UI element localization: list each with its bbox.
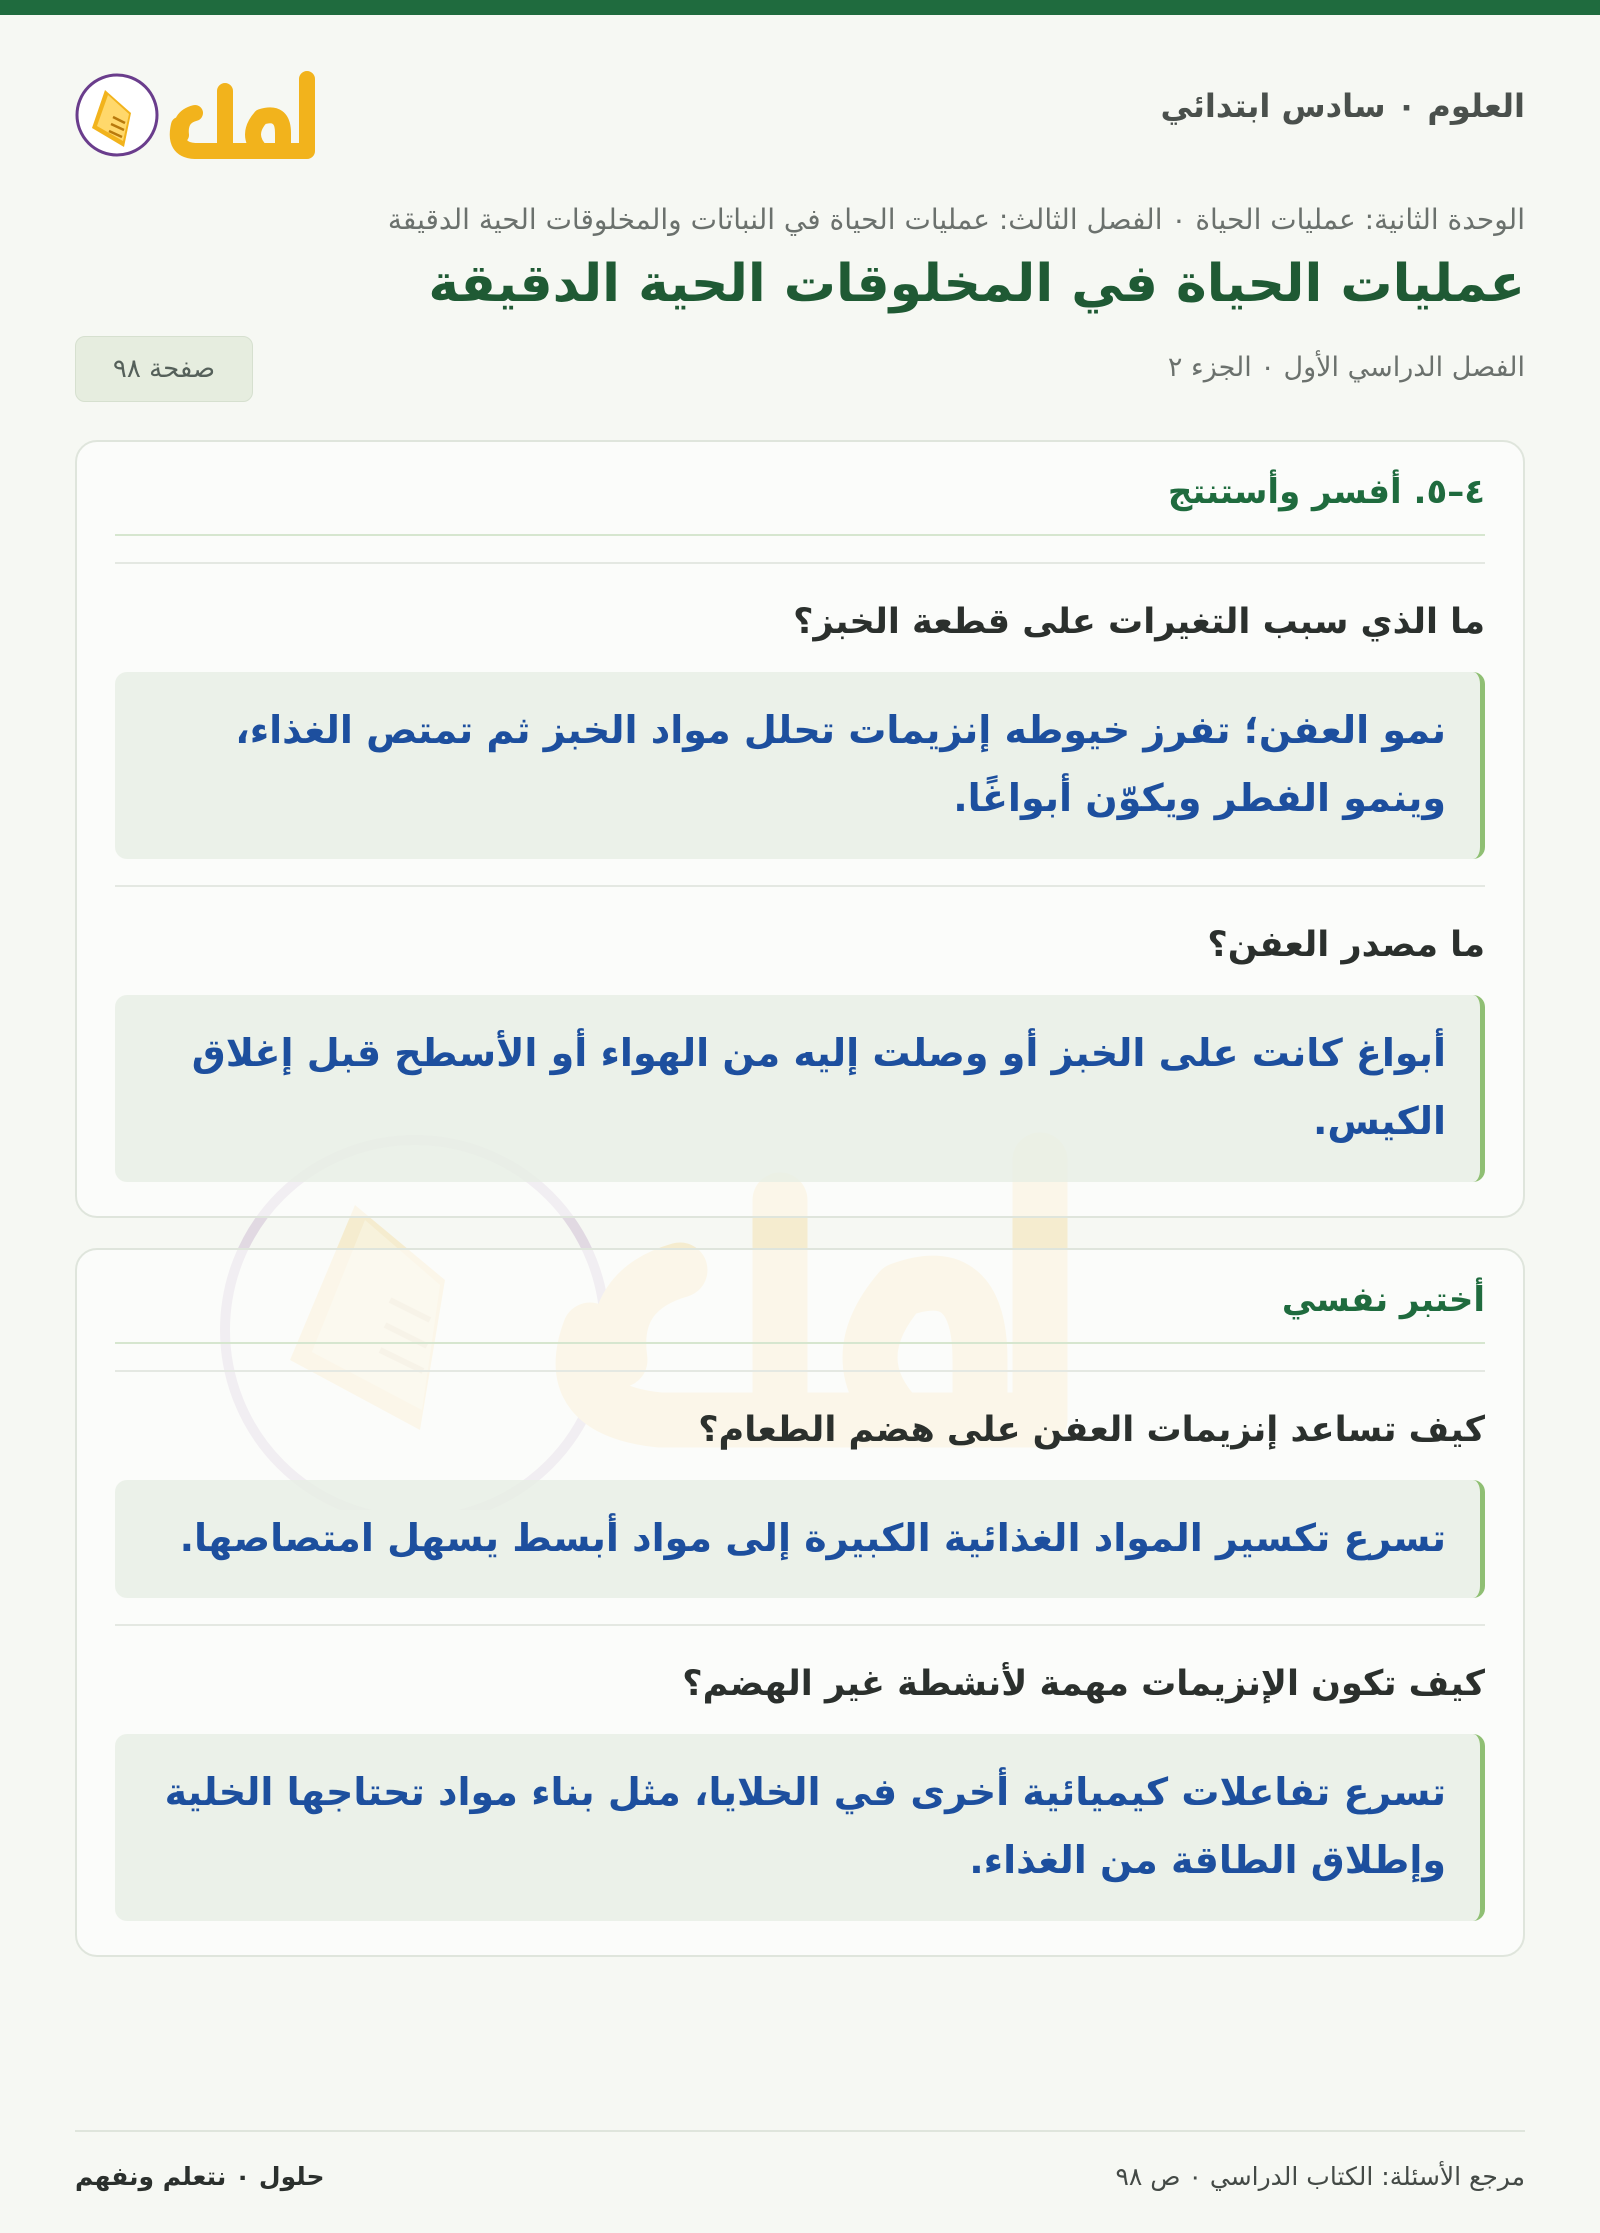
page-title: عمليات الحياة في المخلوقات الحية الدقيقة xyxy=(428,254,1525,314)
breadcrumb: الوحدة الثانية: عمليات الحياة ٠ الفصل الثالث: عمليات الحياة في النباتات والمخلوقات الحية الدقيقة xyxy=(387,203,1525,236)
question-text: كيف تكون الإنزيمات مهمة لأنشطة غير الهضم؟ xyxy=(682,1663,1485,1704)
page-footer xyxy=(75,2130,1525,2191)
footer-brand: حلول ٠ نتعلم ونفهم xyxy=(75,2162,325,2191)
page-header xyxy=(75,15,1525,165)
question-text: ما الذي سبب التغيرات على قطعة الخبز؟ xyxy=(793,602,1485,642)
answer-box: نمو العفن؛ تفرز خيوطه إنزيمات تحلل مواد الخبز ثم تمتص الغذاء، وينمو الفطر ويكوّن أبواغًا. xyxy=(115,672,1485,859)
term-info: الفصل الدراسي الأول ٠ الجزء ٢ xyxy=(1167,352,1525,383)
top-accent-bar xyxy=(0,0,1600,15)
question-text: كيف تساعد إنزيمات العفن على هضم الطعام؟ xyxy=(698,1409,1485,1450)
answer-box: تسرع تكسير المواد الغذائية الكبيرة إلى مواد أبسط يسهل امتصاصها. xyxy=(115,1480,1485,1598)
meta-row xyxy=(75,336,1525,402)
qa-item xyxy=(115,885,1485,1182)
qa-item xyxy=(115,1370,1485,1598)
qa-item xyxy=(115,562,1485,859)
answer-box: تسرع تفاعلات كيميائية أخرى في الخلايا، مثل بناء مواد تحتاجها الخلية وإطلاق الطاقة من الغذاء. xyxy=(115,1734,1485,1921)
question-text: ما مصدر العفن؟ xyxy=(1207,924,1485,965)
hulul-logo[interactable] xyxy=(75,55,335,165)
subject-grade: العلوم ٠ سادس ابتدائي xyxy=(1160,87,1525,125)
page-number-badge: صفحة ٩٨ xyxy=(75,336,253,402)
footer-reference: مرجع الأسئلة: الكتاب الدراسي ٠ ص ٩٨ xyxy=(1115,2162,1525,2191)
page-content xyxy=(75,15,1525,1957)
section-title: أختبر نفسي xyxy=(115,1280,1485,1344)
answer-box: أبواغ كانت على الخبز أو وصلت إليه من الهواء أو الأسطح قبل إغلاق الكيس. xyxy=(115,995,1485,1182)
section-title: ٤–٥. أفسر وأستنتج xyxy=(115,472,1485,536)
logo-wordmark xyxy=(178,79,307,151)
section-card-self-test xyxy=(75,1248,1525,1957)
section-card-explain xyxy=(75,440,1525,1218)
qa-item xyxy=(115,1624,1485,1921)
